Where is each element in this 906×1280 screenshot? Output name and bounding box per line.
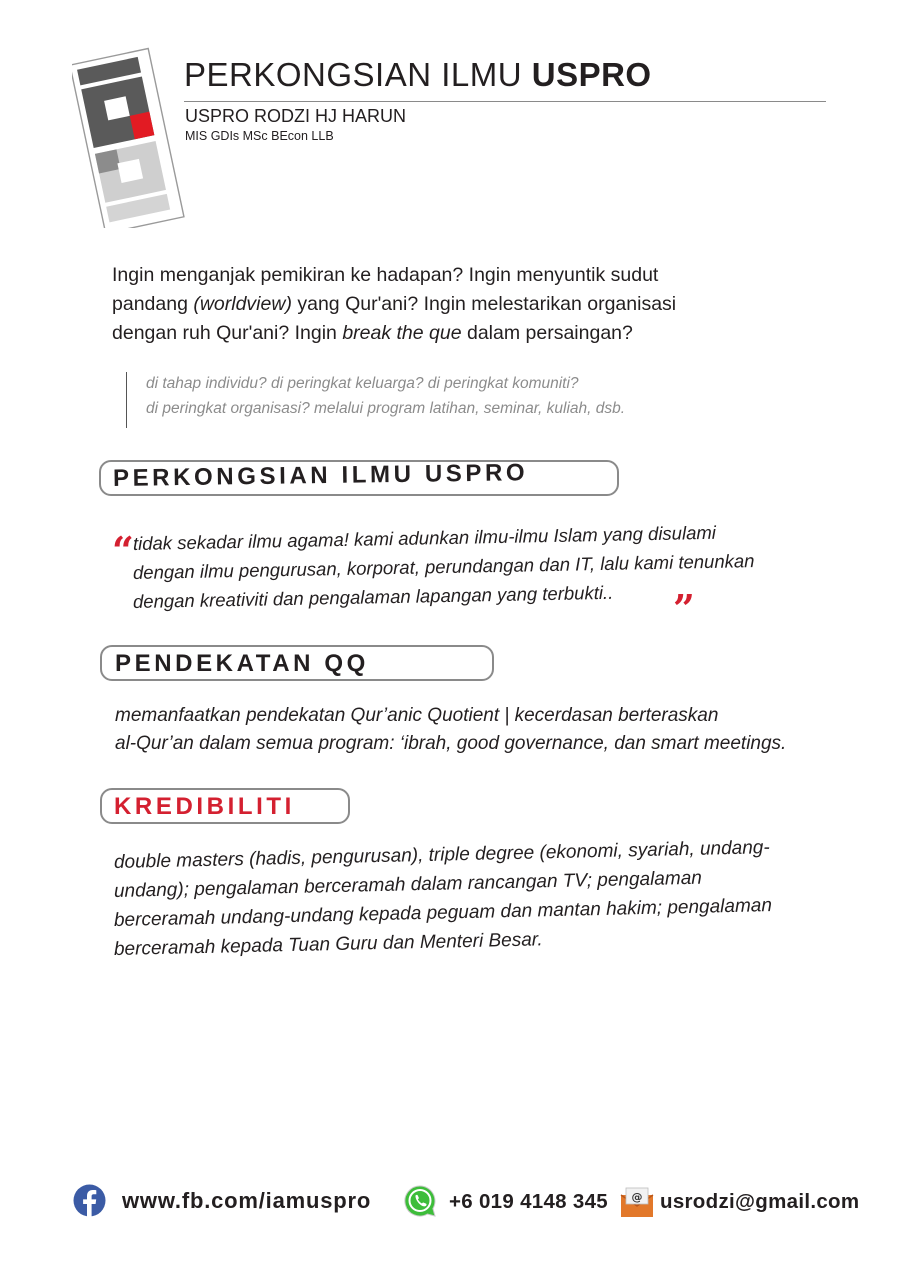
note-bar (126, 372, 127, 428)
author-credentials: MIS GDIs MSc BEcon LLB (185, 129, 334, 143)
phone-number[interactable]: +6 019 4148 345 (449, 1190, 608, 1213)
intro-note-2: di peringkat organisasi? melalui program latihan, seminar, kuliah, dsb. (146, 400, 626, 417)
quote-line-3: dengan kreativiti dan pengalaman lapangan yang terbukti.. (132, 581, 614, 612)
kredibiliti-line-2: undang); pengalaman berceramah dalam rancangan TV; pengalaman (113, 867, 703, 902)
pendekatan-line-1: memanfaatkan pendekatan Qur’anic Quotient | kecerdasan berteraskan (115, 705, 719, 726)
section-heading-perkongsian: PERKONGSIAN ILMU USPRO (112, 459, 529, 492)
section-heading-pendekatan: PENDEKATAN QQ (115, 650, 369, 677)
page-title: PERKONGSIAN ILMU USPRO (184, 56, 652, 93)
section-heading-kredibiliti: KREDIBILITI (114, 793, 295, 820)
author-name: USPRO RODZI HJ HARUN (185, 106, 407, 126)
intro-line-1: Ingin menganjak pemikiran ke hadapan? Ingin menyuntik sudut (112, 264, 659, 286)
header-divider (184, 101, 826, 102)
intro-line-2: pandang (worldview) yang Qur'ani? Ingin melestarikan organisasi (112, 293, 677, 315)
intro-line-3: dengan ruh Qur'ani? Ingin break the que dalam persaingan? (112, 322, 633, 344)
facebook-icon (73, 1184, 106, 1217)
email-address[interactable]: usrodzi@gmail.com (660, 1190, 860, 1213)
kredibiliti-line-3: berceramah undang-undang kepada peguam dan mantan hakim; pengalaman (113, 895, 773, 931)
email-icon (620, 1186, 654, 1218)
uspro-logo-icon (72, 44, 190, 228)
svg-text:@: @ (631, 1190, 643, 1204)
pendekatan-line-2: al-Qur’an dalam semua program: ‘ibrah, good governance, dan smart meetings. (115, 733, 787, 754)
kredibiliti-line-4: berceramah kepada Tuan Guru dan Menteri Besar. (113, 929, 543, 960)
whatsapp-icon (403, 1184, 437, 1218)
intro-note-1: di tahap individu? di peringkat keluarga? di peringkat komuniti? (146, 375, 579, 392)
kredibiliti-line-1: double masters (hadis, pengurusan), triple degree (ekonomi, syariah, undang- (113, 837, 770, 873)
quote-line-2: dengan ilmu pengurusan, korporat, perundangan dan IT, lalu kami tenunkan (132, 550, 755, 583)
quote-line-1: tidak sekadar ilmu agama! kami adunkan ilmu-ilmu Islam yang disulami (132, 521, 717, 554)
facebook-link[interactable]: www.fb.com/iamuspro (122, 1188, 372, 1213)
open-quote-icon: “ (112, 528, 134, 573)
close-quote-icon: ” (673, 586, 695, 631)
